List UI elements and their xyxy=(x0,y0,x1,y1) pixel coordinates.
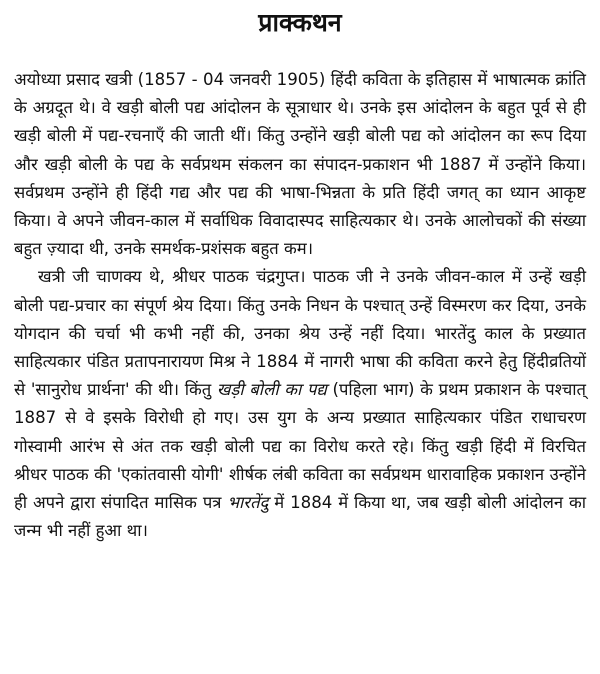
paragraph-2-text-1: खत्री जी चाणक्य थे, श्रीधर पाठक चंद्रगुप्त। पाठक जी ने उनके जीवन-काल में उन्हें खड़ी बोली पद्य-प्रचार का संपूर्ण श्रेय दिया। किंतु उनके निधन के पश्चात् उन्हें विस्मरण कर दिया, उनके योगदान की चर्चा भी कभी नहीं की, उनका श्रेय उन्हें नहीं दिया। भारतेंदु काल के प्रख्यात साहित्यकार पंडित प्रतापनारायण मिश्र ने 1884 में नागरी भाषा की कविता करने हेतु हिंदीव्रतियों से 'सानुरोध प्रार्थना' की थी। किंतु xyxy=(14,267,586,400)
paragraph-2-text-2: (पहिला भाग) के प्रथम प्रकाशन के पश्चात् 1887 से वे इसके विरोधी हो गए। उस युग के अन्य प्रख्यात साहित्यकार पंडित राधाचरण गोस्वामी आरंभ से अंत तक खड़ी बोली पद्य का विरोध करते रहे। किंतु खड़ी हिंदी में विरचित श्रीधर पाठक की 'एकांतवासी योगी' शीर्षक लंबी कविता का सर्वप्रथम धारावाहिक प्रकाशन उन्होंने ही अपने द्वारा संपादित मासिक पत्र xyxy=(14,380,586,513)
paragraph-2-text-3: में 1884 में किया था, जब खड़ी बोली आंदोलन का जन्म भी नहीं हुआ था। xyxy=(14,493,586,541)
page-title: प्राक्कथन xyxy=(258,8,342,37)
paragraph-1: अयोध्या प्रसाद खत्री (1857 - 04 जनवरी 1905) हिंदी कविता के इतिहास में भाषात्मक क्रांति के अग्रदूत थे। वे खड़ी बोली पद्य आंदोलन के सूत्राधार थे। उनके इस आंदोलन के बहुत पूर्व से ही खड़ी बोली में पद्य-रचनाएँ की जाती थीं। किंतु उन्होंने खड़ी बोली पद्य को आंदोलन का रूप दिया और खड़ी बोली के पद्य के सर्वप्रथम संकलन का संपादन-प्रकाशन भी 1887 में उन्होंने किया। सर्वप्रथम उन्होंने ही हिंदी गद्य और पद्य की भाषा-भिन्नता के प्रति हिंदी जगत् का ध्यान आकृष्ट किया। वे अपने जीवन-काल में सर्वाधिक विवादास्पद साहित्यकार थे। उनके आलोचकों की संख्या बहुत ज़्यादा थी, उनके समर्थक-प्रशंसक बहुत कम। xyxy=(14,70,586,259)
paragraph-2 xyxy=(14,263,586,545)
italic-magazine-title: भारतेंदु xyxy=(227,493,269,513)
italic-book-title: खड़ी बोली का पद्य xyxy=(216,380,327,400)
